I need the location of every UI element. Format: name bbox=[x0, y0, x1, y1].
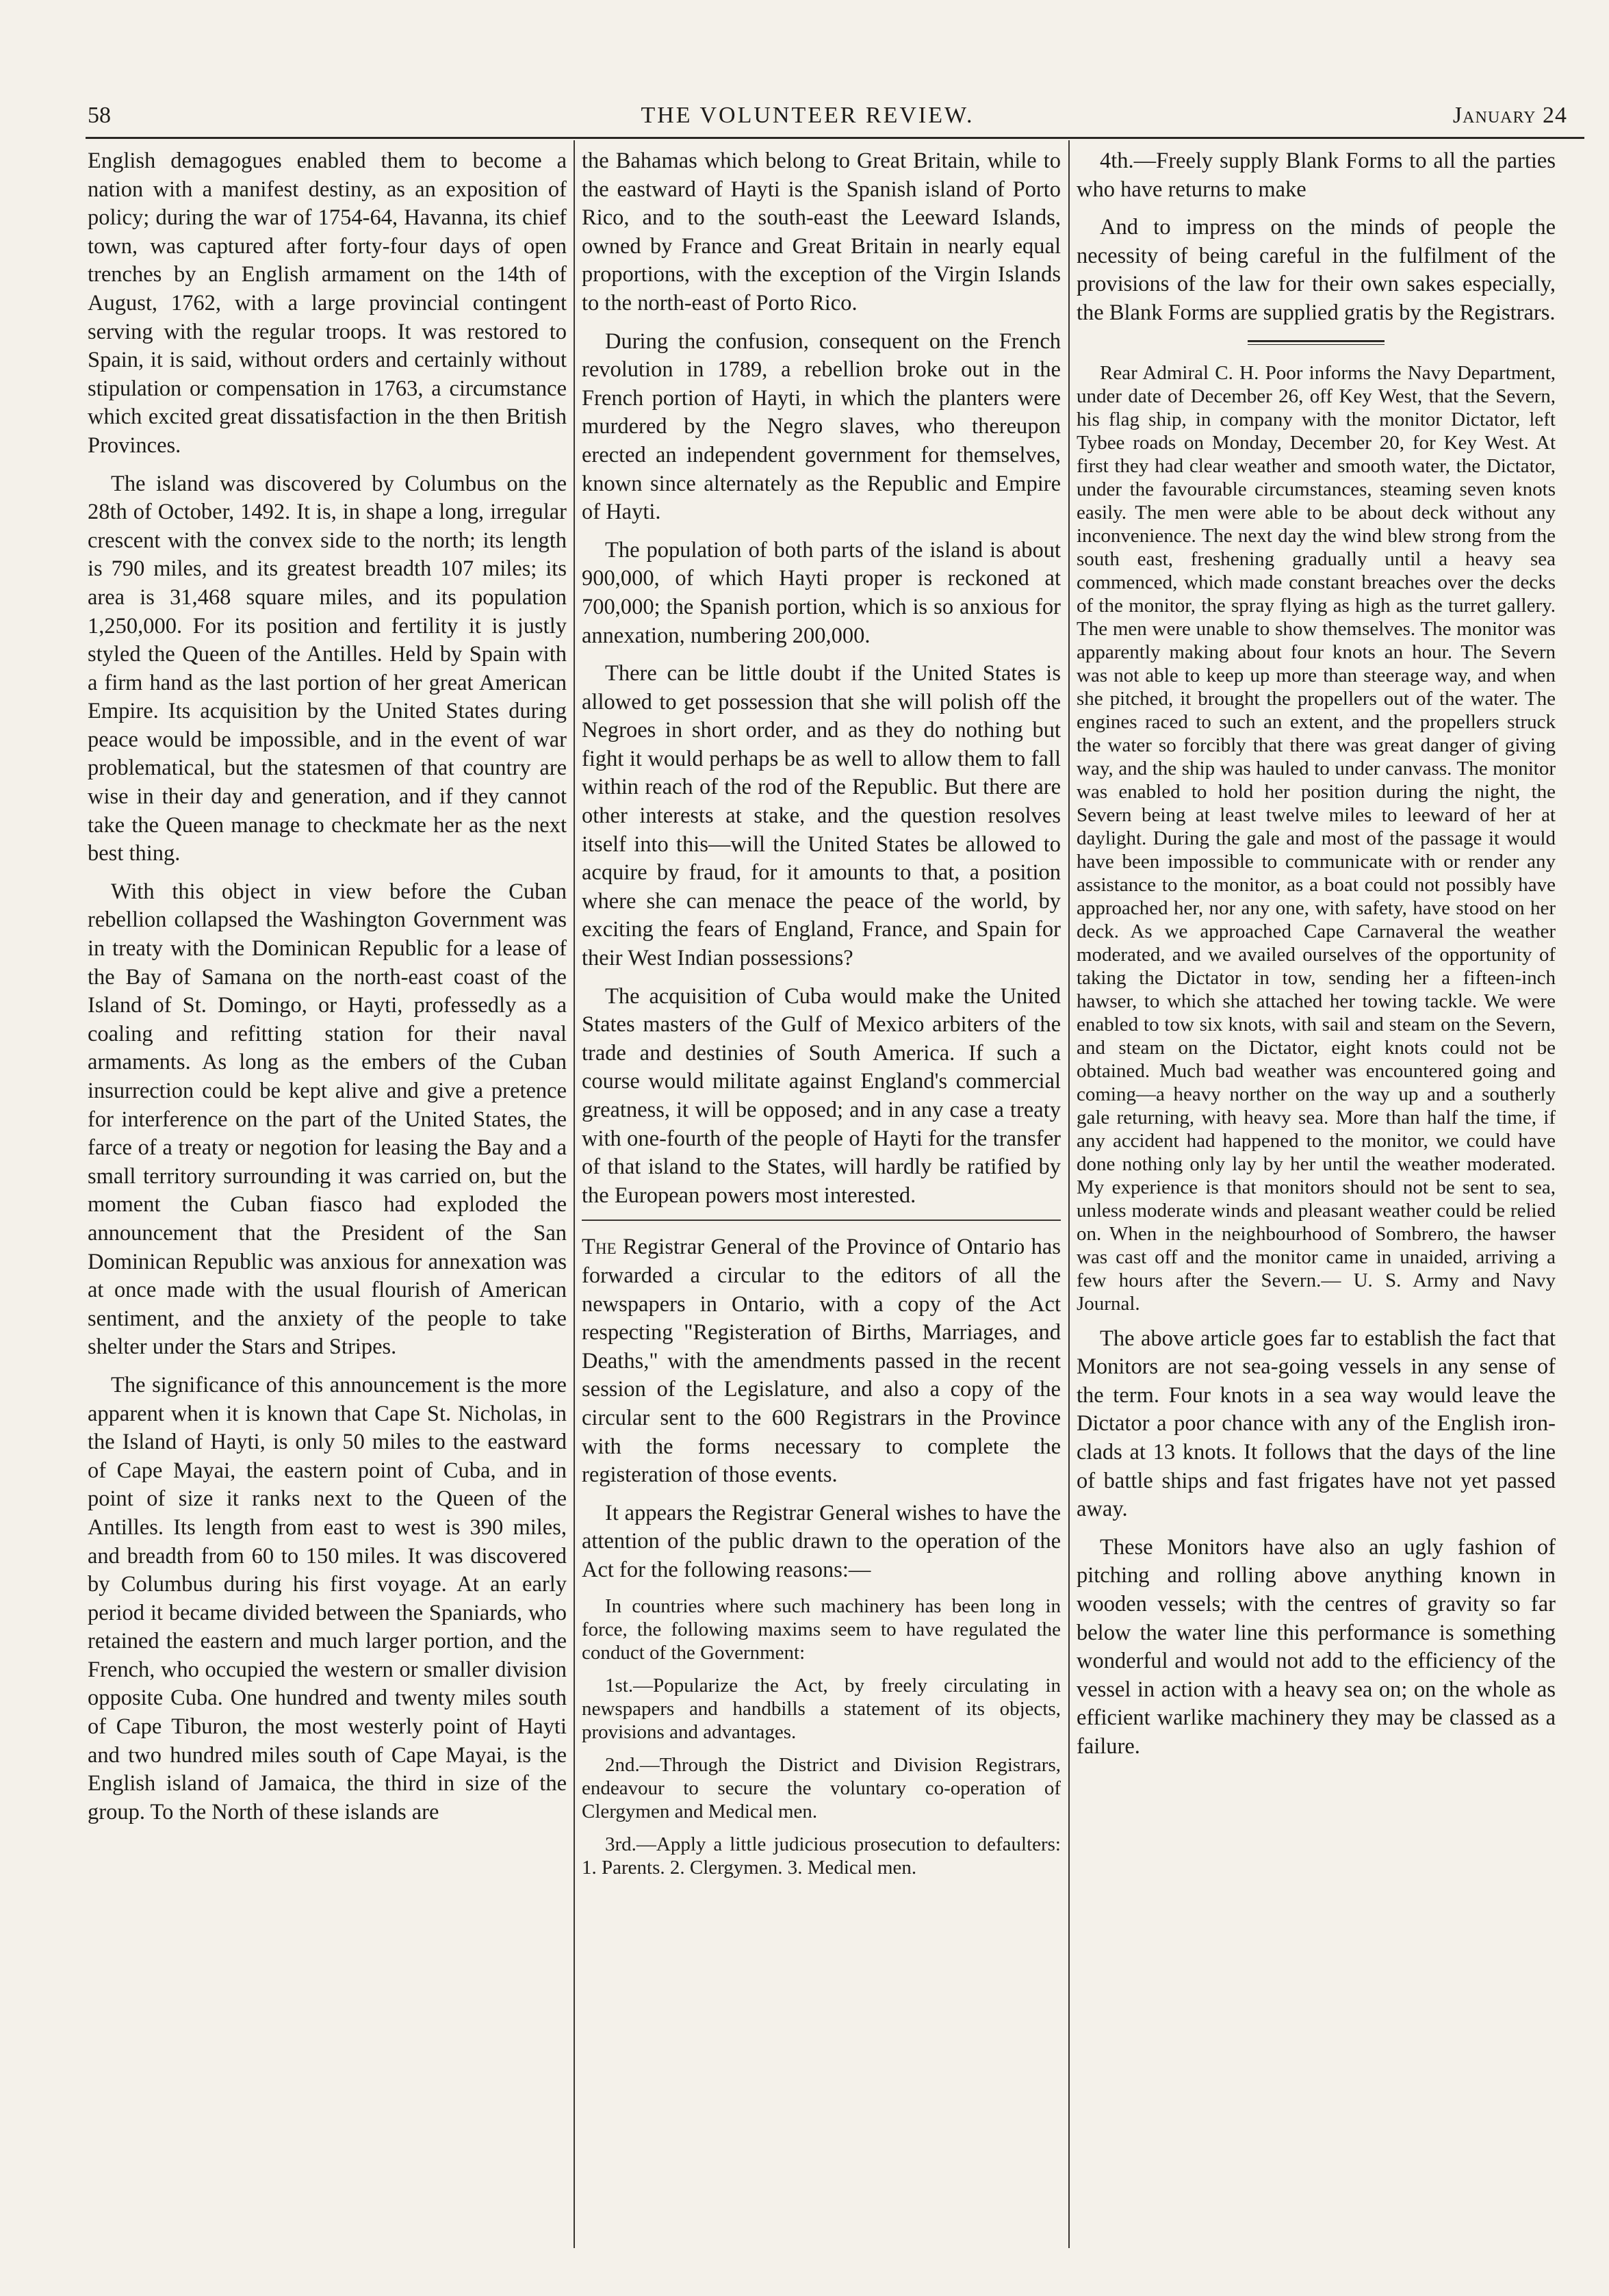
paragraph: the Bahamas which belong to Great Britain, while to the eastward of Hayti is the Spanish island of Porto Rico, and to the south-east the Leeward Islands, owned by France and Great Britain in nearly equal proportions, with the exception of the Virgin Islands to the north-east of Porto Rico. bbox=[582, 149, 1061, 315]
paragraph: The island was discovered by Columbus on the 28th of October, 1492. It is, in shape a long, irregular crescent with the convex side to the north; its length is 790 miles, and its greatest breadth 107 miles; its area is 31,468 square miles, and its population 1,250,000. For its position and fertility it is justly styled the Queen of the Antilles. Held by Spain with a firm hand as the last portion of her great American Empire. Its acquisition by the United States during peace would be impossible, and in the event of war problematical, but the statesmen of that country are wise in their day and generation, and if they cannot take the Queen manage to checkmate her as the next best thing. bbox=[88, 471, 567, 866]
column-divider bbox=[1068, 140, 1070, 2248]
paragraph: 1st.—Popularize the Act, by freely circulating in newspapers and handbills a statement of its objects, provisions and advantages. bbox=[582, 1674, 1061, 1743]
paragraph: The acquisition of Cuba would make the United States masters of the Gulf of Mexico arbiters of the trade and destinies of South America. If such a course would militate against England's commercial greatness, it will be opposed; and in any case a treaty with one-fourth of the people of Hayti for the transfer of that island to the States, will hardly be ratified by the European powers most interested. bbox=[582, 983, 1061, 1208]
column-2 bbox=[582, 147, 1061, 2241]
page-header bbox=[48, 103, 1567, 137]
paragraph: The population of both parts of the island is about 900,000, of which Hayti proper is reckoned at 700,000; the Spanish portion, which is so anxious for annexation, numbering 200,000. bbox=[582, 537, 1061, 648]
paragraph: In countries where such machinery has been long in force, the following maxims seem to have regulated the conduct of the Government: bbox=[582, 1595, 1061, 1664]
section-rule bbox=[582, 1220, 1061, 1221]
header-rule bbox=[86, 137, 1584, 139]
paragraph: The above article goes far to establish the fact that Monitors are not sea-going vessels in any sense of the term. Four knots in a sea way would leave the Dictator a poor chance with any of the English iron-clads at 13 knots. It follows that the days of the line of battle ships and fast frigates have not yet passed away. bbox=[1077, 1326, 1556, 1522]
section-rule bbox=[1248, 340, 1385, 345]
issue-date: January 24 bbox=[1452, 103, 1567, 128]
paragraph-text: Registrar General of the Province of Ontario has forwarded a circular to the editors of all the newspapers in Ontario, with a copy of the Act respecting "Registeration of Births, Marriages, and Deaths," with the amendments passed in the recent session of the Legislature, and also a copy of the circular sent to the 600 Registrars in the Province with the forms necessary to complete the registeration of those events. bbox=[582, 1235, 1061, 1488]
column-1 bbox=[88, 147, 567, 2241]
page-number: 58 bbox=[88, 103, 111, 128]
paragraph: English demagogues enabled them to become a nation with a manifest destiny, as an exposition of policy; during the war of 1754-64, Havanna, its chief town, was captured after forty-four days of open trenches by an English armament on the 14th of August, 1762, with a large provincial contingent serving with the regular troops. It was restored to Spain, it is said, without orders and certainly without stipulation or compensation in 1763, a circumstance which excited great dissatisfaction in the then British Provinces. bbox=[88, 149, 567, 458]
paragraph: And to impress on the minds of people the necessity of being careful in the fulfilment of the provisions of the law for their own sakes especially, the Blank Forms are supplied gratis by the Registrars. bbox=[1077, 215, 1556, 325]
paragraph: There can be little doubt if the United States is allowed to get possession that she will polish off the Negroes in short order, and as they do nothing but fight it would perhaps be as well to allow them to fall within reach of the rod of the Republic. But there are other interests at stake, and the question resolves itself into this—will the United States be allowed to acquire by fraud, for it amounts to that, a position where she can menace the peace of the world, by exciting the fears of England, France, and Spain for their West Indian possessions? bbox=[582, 661, 1061, 971]
paragraph: These Monitors have also an ugly fashion of pitching and rolling above anything known in wooden vessels; with the centres of gravity so far below the water line this performance is something wonderful and would not add to the efficiency of the vessel in action with a heavy sea on; on the whole as efficient warlike machinery they may be classed as a failure. bbox=[1077, 1534, 1556, 1759]
paragraph: 3rd.—Apply a little judicious prosecution to defaulters: 1. Parents. 2. Clergymen. 3. Medical men. bbox=[582, 1833, 1061, 1879]
column-3 bbox=[1077, 147, 1556, 2241]
paragraph: Rear Admiral C. H. Poor informs the Navy Department, under date of December 26, off Key West, that the Severn, his flag ship, in company with the monitor Dictator, left Tybee roads on Monday, December 20, for Key West. At first they had clear weather and smooth water, the Dictator, under the favourable circumstances, steaming seven knots easily. The men were able to be about deck without any inconvenience. The next day the wind blew strong from the south east, freshening gradually until a heavy sea commenced, which made constant breaches over the decks of the monitor, the spray flying as high as the turret gallery. The men were unable to show themselves. The monitor was apparently making about four knots an hour. The Severn was not able to keep up more than steerage way, and when she pitched, it brought the propellers out of the water. The engines raced to such an extent, and the propellers struck the water so forcibly that there was great danger of giving way, and the ship was hauled to under canvass. The monitor was enabled to hold her position during the night, the Severn being at least twelve miles to leeward of her at daylight. During the gale and most of the passage it would have been impossible to communicate with or render any assistance to the monitor, as a boat could not possibly have approached her, nor any one, with safety, have stood on her deck. As we approached Cape Carnaveral the weather moderated, and we availed ourselves of the opportunity of taking the Dictator in tow, sending her a fifteen-inch hawser, to which she attached her towing tackle. We were enabled to tow six knots, with sail and steam on the Severn, and steam on the Dictator, eight knots could not be obtained. Much bad weather was encountered going and coming—a heavy norther on the way up and a southerly gale returning, with heavy sea. More than half the time, if any accident had happened to the monitor, we could have done nothing only lay by her until the weather moderated. My experience is that monitors should not be sent to sea, unless moderate winds and pleasant weather could be relied on. When in the neighbourhood of Sombrero, the hawser was cast off and the monitor came in unaided, arriving a few hours after the Severn.— U. S. Army and Navy Journal. bbox=[1077, 361, 1556, 1315]
column-divider bbox=[574, 140, 575, 2248]
paragraph: It appears the Registrar General wishes to have the attention of the public drawn to the operation of the Act for the following reasons:— bbox=[582, 1500, 1061, 1582]
paragraph: During the confusion, consequent on the French revolution in 1789, a rebellion broke out in the French portion of Hayti, in which the planters were murdered by the Negro slaves, who thereupon erected an independent government for themselves, known since alternately as the Republic and Empire of Hayti. bbox=[582, 328, 1061, 525]
paragraph-registrar bbox=[582, 1233, 1061, 1489]
lead-word: The bbox=[582, 1235, 617, 1260]
paragraph: With this object in view before the Cuban rebellion collapsed the Washington Government was in treaty with the Dominican Republic for a lease of the Bay of Samana on the north-east coast of the Island of St. Domingo, or Hayti, professedly as a coaling and refitting station for their naval armaments. As long as the embers of the Cuban insurrection could be kept alive and give a pretence for interference on the part of the United States, the farce of a treaty or negotion for leasing the Bay and a small territory surrounding it was carried on, but the moment the Cuban fiasco had exploded the announcement that the President of the San Dominican Republic was anxious for annexation was at once made with the usual flourish of American sentiment, and the anxiety of the people to take shelter under the Stars and Stripes. bbox=[88, 879, 567, 1360]
paragraph: The significance of this announcement is the more apparent when it is known that Cape St. Nicholas, in the Island of Hayti, is only 50 miles to the eastward of Cape Mayai, the eastern point of Cuba, and in point of size it ranks next to the Queen of the Antilles. Its length from east to west is 390 miles, and breadth from 60 to 150 miles. It was discovered by Columbus during his first voyage. At an early period it became divided between the Spaniards, who retained the eastern and much larger portion, and the French, who occupied the western or smaller division opposite Cuba. One hundred and twenty miles south of Cape Tiburon, the most westerly point of Hayti and two hundred miles south of Cape Mayai, is the English island of Jamaica, the third in size of the group. To the North of these islands are bbox=[88, 1372, 567, 1824]
paragraph: 2nd.—Through the District and Division Registrars, endeavour to secure the voluntary co-operation of Clergymen and Medical men. bbox=[582, 1753, 1061, 1822]
publication-title: THE VOLUNTEER REVIEW. bbox=[641, 103, 975, 128]
paragraph: 4th.—Freely supply Blank Forms to all the parties who have returns to make bbox=[1077, 149, 1556, 202]
